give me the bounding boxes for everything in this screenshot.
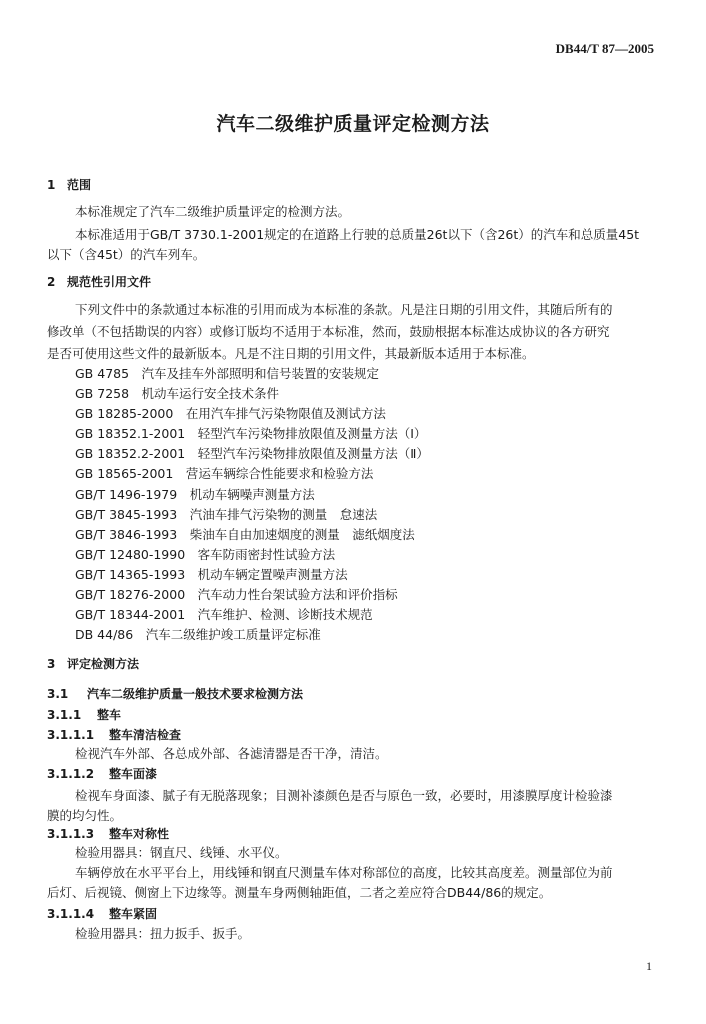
section-number: 1 <box>47 178 56 192</box>
reference-item: GB 4785 汽车及挂车外部照明和信号装置的安装规定 <box>75 366 380 381</box>
section-number: 3.1.1.3 <box>47 827 95 841</box>
section-number: 2 <box>47 275 56 289</box>
section-title: 整车面漆 <box>109 767 158 781</box>
paragraph: 修改单（不包括勘误的内容）或修订版均不适用于本标准，然而，鼓励根据本标准达成协议的各方研究 <box>47 324 610 339</box>
reference-item: DB 44/86 汽车二级维护竣工质量评定标准 <box>75 627 321 642</box>
reference-item: GB/T 18344-2001 汽车维护、检测、诊断技术规范 <box>75 607 373 622</box>
reference-item: GB 18352.1-2001 轻型汽车污染物排放限值及测量方法（Ⅰ） <box>75 426 427 441</box>
reference-item: GB 18565-2001 营运车辆综合性能要求和检验方法 <box>75 466 374 481</box>
reference-item: GB/T 1496-1979 机动车辆噪声测量方法 <box>75 487 315 502</box>
paragraph: 膜的均匀性。 <box>47 808 123 823</box>
reference-item: GB 18352.2-2001 轻型汽车污染物排放限值及测量方法（Ⅱ） <box>75 446 429 461</box>
page-number: 1 <box>646 959 652 973</box>
section-number: 3.1.1 <box>47 708 82 722</box>
section-title: 整车 <box>97 708 122 722</box>
paragraph: 检验用器具：钢直尺、线锤、水平仪。 <box>75 845 288 860</box>
section-title: 规范性引用文件 <box>67 275 152 289</box>
reference-item: GB/T 18276-2000 汽车动力性台架试验方法和评价指标 <box>75 587 398 602</box>
section-3-heading <box>47 655 139 672</box>
paragraph: 后灯、后视镜、侧窗上下边缘等。测量车身两侧轴距值，二者之差应符合DB44/86的规定。 <box>47 885 552 900</box>
paragraph: 检视汽车外部、各总成外部、各滤清器是否干净，清洁。 <box>75 746 388 761</box>
section-title: 整车对称性 <box>109 827 170 841</box>
section-title: 范围 <box>67 178 92 192</box>
section-number: 3.1.1.1 <box>47 728 95 742</box>
reference-item: GB 7258 机动车运行安全技术条件 <box>75 386 280 401</box>
section-title: 汽车二级维护质量一般技术要求检测方法 <box>87 687 304 701</box>
paragraph: 下列文件中的条款通过本标准的引用而成为本标准的条款。凡是注日期的引用文件，其随后所有的 <box>75 302 613 317</box>
subsection-3-1-1-1-heading <box>47 726 181 743</box>
paragraph: 车辆停放在水平平台上，用线锤和钢直尺测量车体对称部位的高度，比较其高度差。测量部位为前 <box>75 865 613 880</box>
standard-code: DB44/T 87—2005 <box>555 41 654 56</box>
section-number: 3.1.1.4 <box>47 907 95 921</box>
paragraph: 本标准规定了汽车二级维护质量评定的检测方法。 <box>75 204 351 219</box>
subsection-3-1-1-heading <box>47 706 121 723</box>
subsection-3-1-1-2-heading <box>47 765 157 782</box>
paragraph: 是否可使用这些文件的最新版本。凡是不注日期的引用文件，其最新版本适用于本标准。 <box>47 346 535 361</box>
reference-item: GB/T 3845-1993 汽油车排气污染物的测量 怠速法 <box>75 507 378 522</box>
paragraph: 检验用器具：扭力扳手、扳手。 <box>75 926 251 941</box>
paragraph: 检视车身面漆、腻子有无脱落现象；目测补漆颜色是否与原色一致，必要时，用漆膜厚度计检验漆 <box>75 788 613 803</box>
subsection-3-1-1-3-heading <box>47 825 169 842</box>
section-1-heading <box>47 176 91 193</box>
reference-item: GB 18285-2000 在用汽车排气污染物限值及测试方法 <box>75 406 386 421</box>
reference-item: GB/T 12480-1990 客车防雨密封性试验方法 <box>75 547 336 562</box>
section-number: 3.1 <box>47 687 69 701</box>
section-title: 评定检测方法 <box>67 657 140 671</box>
reference-item: GB/T 14365-1993 机动车辆定置噪声测量方法 <box>75 567 348 582</box>
subsection-3-1-1-4-heading <box>47 905 157 922</box>
reference-item: GB/T 3846-1993 柴油车自由加速烟度的测量 滤纸烟度法 <box>75 527 415 542</box>
subsection-3-1-heading <box>47 685 303 702</box>
section-number: 3.1.1.2 <box>47 767 95 781</box>
paragraph: 本标准适用于GB/T 3730.1-2001规定的在道路上行驶的总质量26t以下（含26t）的汽车和总质量45t <box>75 227 640 242</box>
section-title: 整车紧固 <box>109 907 158 921</box>
section-number: 3 <box>47 657 56 671</box>
document-title: 汽车二级维护质量评定检测方法 <box>216 113 490 135</box>
section-2-heading <box>47 273 151 290</box>
section-title: 整车清洁检查 <box>109 728 182 742</box>
paragraph: 以下（含45t）的汽车列车。 <box>47 247 206 262</box>
